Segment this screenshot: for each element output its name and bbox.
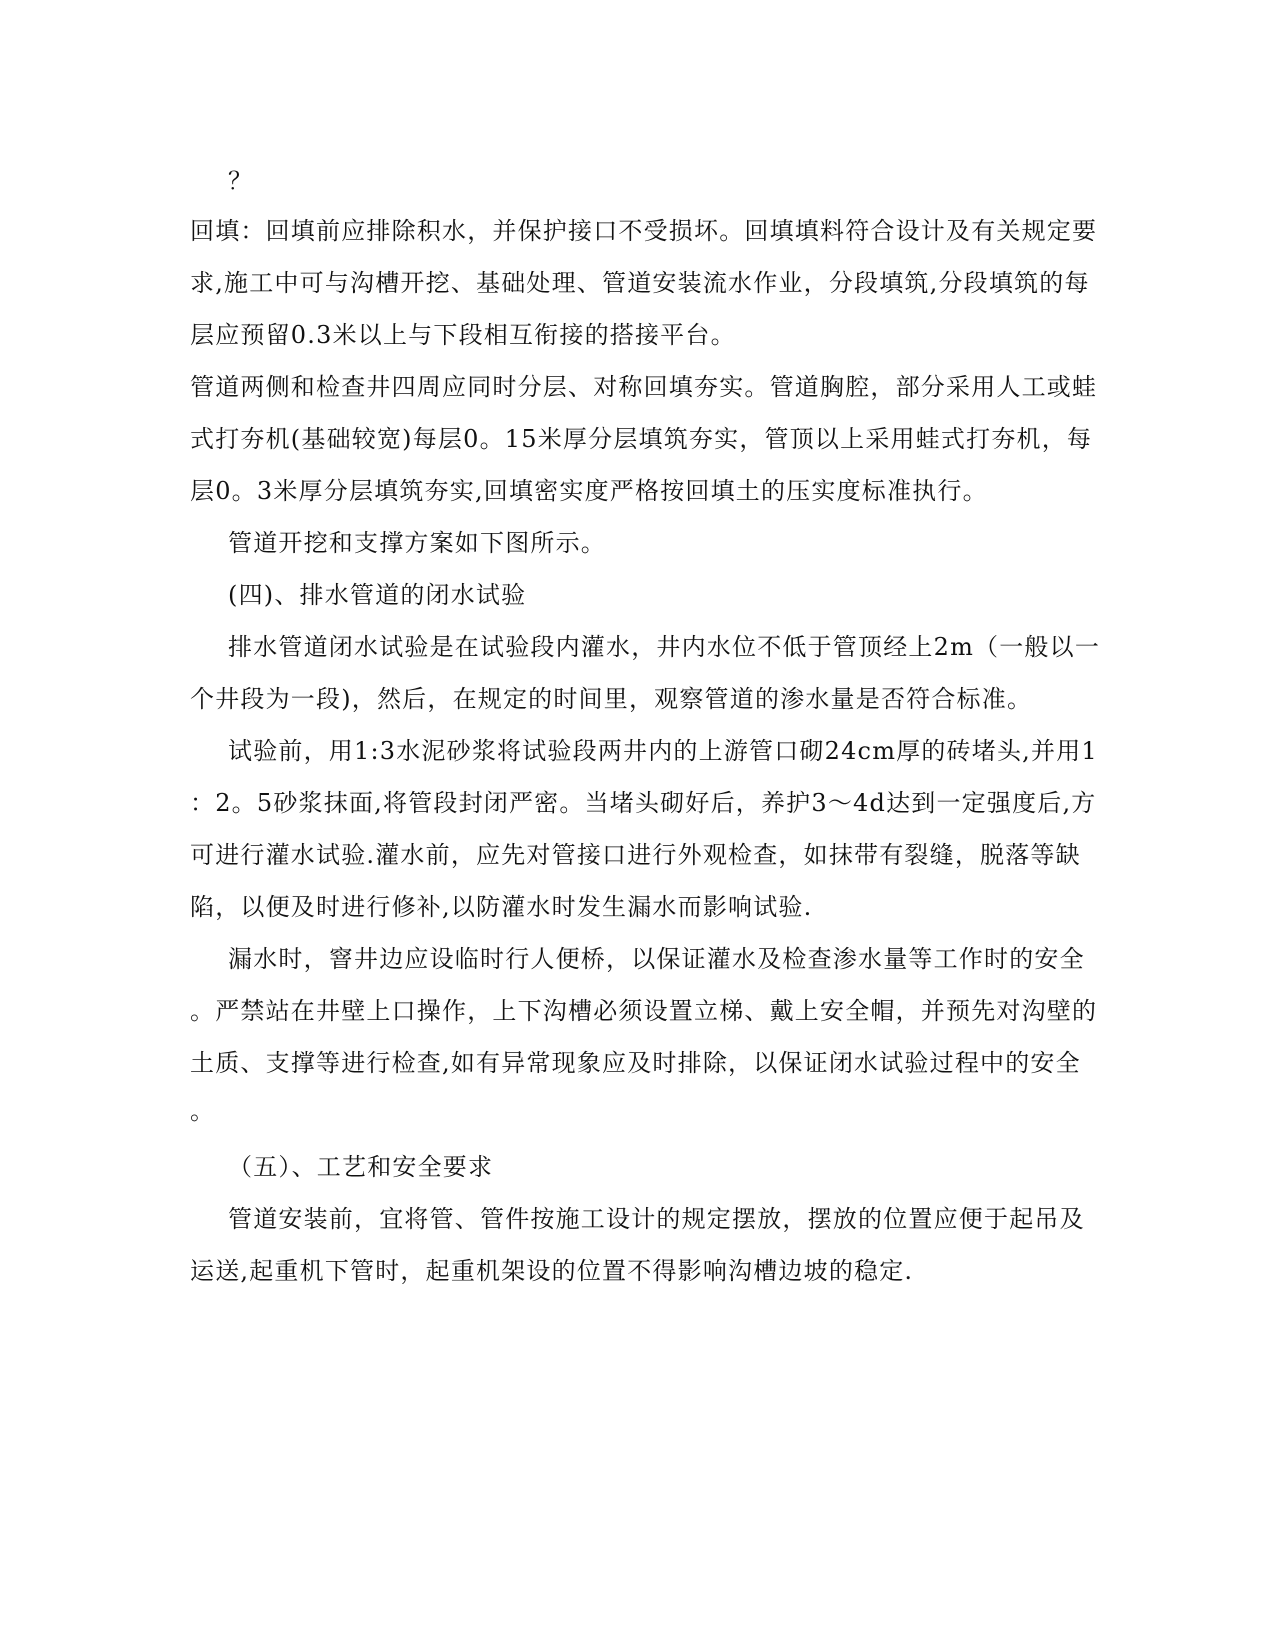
paragraph-line: 层应预留0.3米以上与下段相互衔接的搭接平台。 [190,321,736,349]
paragraph-line: 回填：回填前应排除积水，并保护接口不受损坏。回填填料符合设计及有关规定要 [190,217,1098,245]
paragraph-line: 试验前，用1:3水泥砂浆将试验段两井内的上游管口砌24cm厚的砖堵头,并用1 [228,737,1098,765]
paragraph-line: 土质、支撑等进行检查,如有异常现象应及时排除，以保证闭水试验过程中的安全 [190,1049,1081,1077]
paragraph-line: 管道安装前，宜将管、管件按施工设计的规定摆放，摆放的位置应便于起吊及 [228,1205,1085,1233]
paragraph-line: 排水管道闭水试验是在试验段内灌水，井内水位不低于管顶经上2m（一般以一 [228,633,1101,661]
paragraph-line: 个井段为一段)，然后，在规定的时间里，观察管道的渗水量是否符合标准。 [190,685,1033,713]
paragraph-line: 式打夯机(基础较宽)每层0。15米厚分层填筑夯实，管顶以上采用蛙式打夯机，每 [190,425,1093,453]
paragraph-line: ：2。5砂浆抹面,将管段封闭严密。当堵头砌好后，养护3～4d达到一定强度后,方 [190,789,1097,817]
paragraph-line: 管道两侧和检查井四周应同时分层、对称回填夯实。管道胸腔，部分采用人工或蛙 [190,373,1098,401]
paragraph-line: 求,施工中可与沟槽开挖、基础处理、管道安装流水作业，分段填筑,分段填筑的每 [190,269,1090,297]
paragraph-line: 运送,起重机下管时，起重机架设的位置不得影响沟槽边坡的稳定. [190,1257,914,1285]
paragraph-line: 。 [190,1097,216,1125]
paragraph-line: 可进行灌水试验.灌水前，应先对管接口进行外观检查，如抹带有裂缝，脱落等缺 [190,841,1081,869]
paragraph-line: 管道开挖和支撑方案如下图所示。 [228,529,606,557]
question-mark-line: ？ [228,167,254,195]
section-heading: (四)、排水管道的闭水试验 [228,581,527,609]
paragraph-line: 陷，以便及时进行修补,以防灌水时发生漏水而影响试验. [190,893,813,921]
section-heading: （五）、工艺和安全要求 [228,1153,494,1181]
paragraph-line: 层0。3米厚分层填筑夯实,回填密实度严格按回填土的压实度标准执行。 [190,477,988,505]
paragraph-line: 。严禁站在井壁上口操作，上下沟槽必须设置立梯、戴上安全帽，并预先对沟壁的 [190,997,1098,1025]
paragraph-line: 漏水时，窨井边应设临时行人便桥，以保证灌水及检查渗水量等工作时的安全 [228,945,1085,973]
